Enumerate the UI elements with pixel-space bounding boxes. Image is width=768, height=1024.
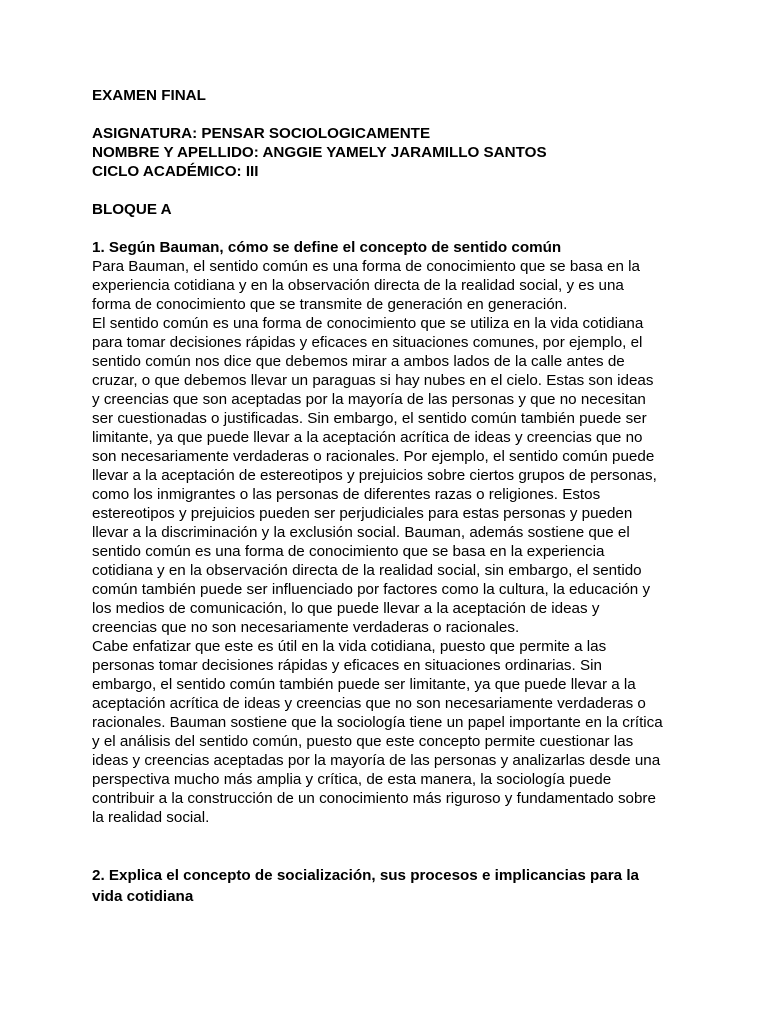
answer-line: Cabe enfatizar que este es útil en la vida cotidiana, puesto que permite a las: [92, 638, 607, 655]
answer-line: El sentido común es una forma de conocimiento que se utiliza en la vida cotidiana: [92, 315, 644, 332]
answer-line: como los inmigrantes o las personas de diferentes razas o religiones. Estos: [92, 486, 601, 503]
answer-line: sentido común nos dice que debemos mirar a ambos lados de la calle antes de: [92, 353, 625, 370]
answer-line: y creencias que son aceptadas por la mayoría de las personas y que no necesitan: [92, 391, 646, 408]
spacer: [92, 219, 692, 238]
answer-line: Para Bauman, el sentido común es una forma de conocimiento que se basa en la: [92, 258, 640, 275]
question-2-heading-line: vida cotidiana: [92, 888, 194, 905]
answer-line: forma de conocimiento que se transmite de generación en generación.: [92, 296, 568, 313]
answer-line: son necesariamente verdaderas o racionales. Por ejemplo, el sentido común puede: [92, 448, 655, 465]
answer-line: embargo, el sentido común también puede ser limitante, ya que puede llevar a la: [92, 676, 636, 693]
answer-line: común también puede ser influenciado por factores como la cultura, la educación y: [92, 581, 651, 598]
spacer: [92, 105, 692, 124]
answer-line: sentido común es una forma de conocimiento que se basa en la experiencia: [92, 543, 605, 560]
answer-line: estereotipos y prejuicios pueden ser perjudiciales para estas personas y pueden: [92, 505, 633, 522]
document-page: [92, 86, 692, 907]
exam-title: EXAMEN FINAL: [92, 87, 206, 104]
question-1-answer: [92, 257, 692, 827]
answer-line: personas tomar decisiones rápidas y eficaces en situaciones ordinarias. Sin: [92, 657, 602, 674]
answer-line: contribuir a la construcción de un conocimiento más riguroso y fundamentado sobre: [92, 790, 656, 807]
answer-line: creencias que no son necesariamente verdaderas o racionales.: [92, 619, 520, 636]
answer-line: cruzar, o que debemos llevar un paraguas si hay nubes en el cielo. Estas son ideas: [92, 372, 654, 389]
answer-line: los medios de comunicación, lo que puede llevar a la aceptación de ideas y: [92, 600, 600, 617]
answer-line: aceptación acrítica de ideas y creencias que no son necesariamente verdaderas o: [92, 695, 646, 712]
question-2-heading-line: 2. Explica el concepto de socialización, sus procesos e implicancias para la: [92, 867, 639, 884]
answer-line: y el análisis del sentido común, puesto que este concepto permite cuestionar las: [92, 733, 634, 750]
spacer: [92, 181, 692, 200]
answer-line: racionales. Bauman sostiene que la sociología tiene un papel importante en la crítica: [92, 714, 663, 731]
answer-line: ideas y creencias aceptadas por la mayoría de las personas y analizarlas desde una: [92, 752, 661, 769]
answer-line: cotidiana y en la observación directa de la realidad social, sin embargo, el sentido: [92, 562, 642, 579]
answer-line: la realidad social.: [92, 809, 210, 826]
question-2-heading: [92, 865, 692, 907]
answer-line: llevar a la aceptación de estereotipos y prejuicios sobre ciertos grupos de personas,: [92, 467, 657, 484]
subject-line: ASIGNATURA: PENSAR SOCIOLOGICAMENTE: [92, 125, 431, 142]
question-1-heading: 1. Según Bauman, cómo se define el concepto de sentido común: [92, 239, 562, 256]
block-title: BLOQUE A: [92, 201, 172, 218]
student-name-line: NOMBRE Y APELLIDO: ANGGIE YAMELY JARAMILLO SANTOS: [92, 144, 547, 161]
academic-cycle-line: CICLO ACADÉMICO: III: [92, 163, 259, 180]
answer-line: llevar a la discriminación y la exclusión social. Bauman, además sostiene que el: [92, 524, 630, 541]
answer-line: experiencia cotidiana y en la observación directa de la realidad social, y es una: [92, 277, 624, 294]
answer-line: perspectiva mucho más amplia y crítica, de esta manera, la sociología puede: [92, 771, 612, 788]
answer-line: limitante, ya que puede llevar a la aceptación acrítica de ideas y creencias que no: [92, 429, 643, 446]
answer-line: para tomar decisiones rápidas y eficaces en situaciones comunes, por ejemplo, el: [92, 334, 643, 351]
answer-line: ser cuestionadas o justificadas. Sin embargo, el sentido común también puede ser: [92, 410, 647, 427]
